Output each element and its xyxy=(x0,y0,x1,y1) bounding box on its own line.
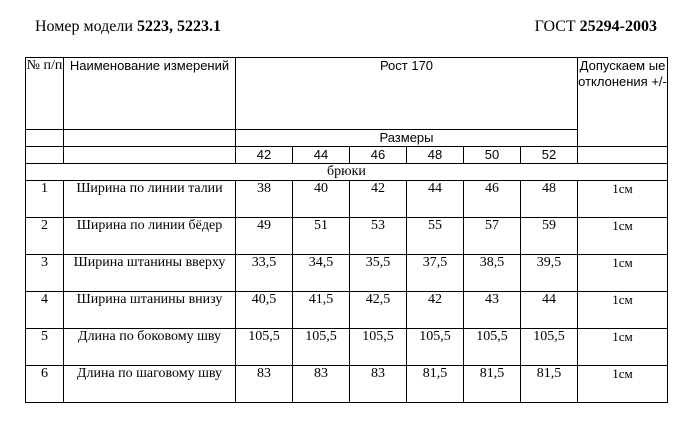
sizes-label: Размеры xyxy=(236,130,578,147)
measurement-value: 105,5 xyxy=(236,329,293,366)
measurement-value: 41,5 xyxy=(293,292,350,329)
row-number: 6 xyxy=(26,366,64,403)
measurement-value: 83 xyxy=(236,366,293,403)
table-row xyxy=(26,329,668,366)
measurement-value: 33,5 xyxy=(236,255,293,292)
model-number xyxy=(35,18,221,36)
measurement-value: 48 xyxy=(521,181,578,218)
measurement-value: 105,5 xyxy=(464,329,521,366)
measurement-value: 105,5 xyxy=(350,329,407,366)
measurement-value: 40 xyxy=(293,181,350,218)
table-row xyxy=(26,218,668,255)
measurement-value: 57 xyxy=(464,218,521,255)
size-cell: 44 xyxy=(293,147,350,164)
measurement-value: 42,5 xyxy=(350,292,407,329)
measurement-value: 55 xyxy=(407,218,464,255)
empty-cell xyxy=(64,130,236,147)
size-cell: 42 xyxy=(236,147,293,164)
tolerance-value: 1см xyxy=(578,255,668,292)
measurement-name: Ширина по линии талии xyxy=(64,181,236,218)
size-cell: 50 xyxy=(464,147,521,164)
measurement-value: 51 xyxy=(293,218,350,255)
measurement-value: 34,5 xyxy=(293,255,350,292)
size-cell: 46 xyxy=(350,147,407,164)
measurement-value: 37,5 xyxy=(407,255,464,292)
measurement-value: 44 xyxy=(521,292,578,329)
measurement-name: Ширина по линии бёдер xyxy=(64,218,236,255)
measurement-value: 44 xyxy=(407,181,464,218)
model-number-value: 5223, 5223.1 xyxy=(136,18,221,35)
gost-standard xyxy=(535,18,657,36)
tolerance-value: 1см xyxy=(578,181,668,218)
measurement-value: 81,5 xyxy=(464,366,521,403)
measurement-value: 81,5 xyxy=(521,366,578,403)
measurement-name: Длина по шаговому шву xyxy=(64,366,236,403)
measurement-value: 38,5 xyxy=(464,255,521,292)
empty-cell xyxy=(26,147,64,164)
measurement-value: 81,5 xyxy=(407,366,464,403)
col-header-height: Рост 170 xyxy=(236,58,578,130)
table-row xyxy=(26,255,668,292)
table-row xyxy=(26,366,668,403)
document-header xyxy=(35,18,657,40)
tolerance-value: 1см xyxy=(578,329,668,366)
measurement-value: 42 xyxy=(350,181,407,218)
gost-label: ГОСТ xyxy=(534,18,580,35)
empty-cell xyxy=(26,130,64,147)
measurement-value: 59 xyxy=(521,218,578,255)
row-number: 1 xyxy=(26,181,64,218)
sizes-label-row xyxy=(26,130,668,147)
measurement-value: 40,5 xyxy=(236,292,293,329)
measurement-value: 105,5 xyxy=(407,329,464,366)
col-header-tolerance: Допускаем ые отклонения +/- xyxy=(578,58,668,147)
size-cell: 52 xyxy=(521,147,578,164)
measurement-name: Ширина штанины внизу xyxy=(64,292,236,329)
tolerance-value: 1см xyxy=(578,218,668,255)
empty-cell xyxy=(64,147,236,164)
row-number: 5 xyxy=(26,329,64,366)
measurement-value: 105,5 xyxy=(293,329,350,366)
measurement-table xyxy=(25,57,668,403)
measurement-value: 39,5 xyxy=(521,255,578,292)
row-number: 3 xyxy=(26,255,64,292)
tolerance-value: 1см xyxy=(578,366,668,403)
empty-cell xyxy=(578,147,668,164)
table-header-row xyxy=(26,58,668,130)
table-row xyxy=(26,181,668,218)
gost-value: 25294-2003 xyxy=(579,18,657,35)
measurement-value: 38 xyxy=(236,181,293,218)
measurement-name: Длина по боковому шву xyxy=(64,329,236,366)
row-number: 2 xyxy=(26,218,64,255)
table-row xyxy=(26,292,668,329)
col-header-name: Наименование измерений xyxy=(64,58,236,130)
row-number: 4 xyxy=(26,292,64,329)
measurement-value: 53 xyxy=(350,218,407,255)
col-header-num: № п/п xyxy=(26,58,64,130)
measurement-value: 83 xyxy=(293,366,350,403)
measurement-value: 43 xyxy=(464,292,521,329)
measurement-name: Ширина штанины вверху xyxy=(64,255,236,292)
measurement-value: 42 xyxy=(407,292,464,329)
measurement-value: 35,5 xyxy=(350,255,407,292)
measurement-value: 49 xyxy=(236,218,293,255)
tolerance-value: 1см xyxy=(578,292,668,329)
sizes-row xyxy=(26,147,668,164)
size-cell: 48 xyxy=(407,147,464,164)
section-row xyxy=(26,164,668,181)
measurement-value: 46 xyxy=(464,181,521,218)
measurement-value: 105,5 xyxy=(521,329,578,366)
measurement-value: 83 xyxy=(350,366,407,403)
model-number-label: Номер модели xyxy=(35,18,137,35)
section-title: брюки xyxy=(26,164,668,181)
